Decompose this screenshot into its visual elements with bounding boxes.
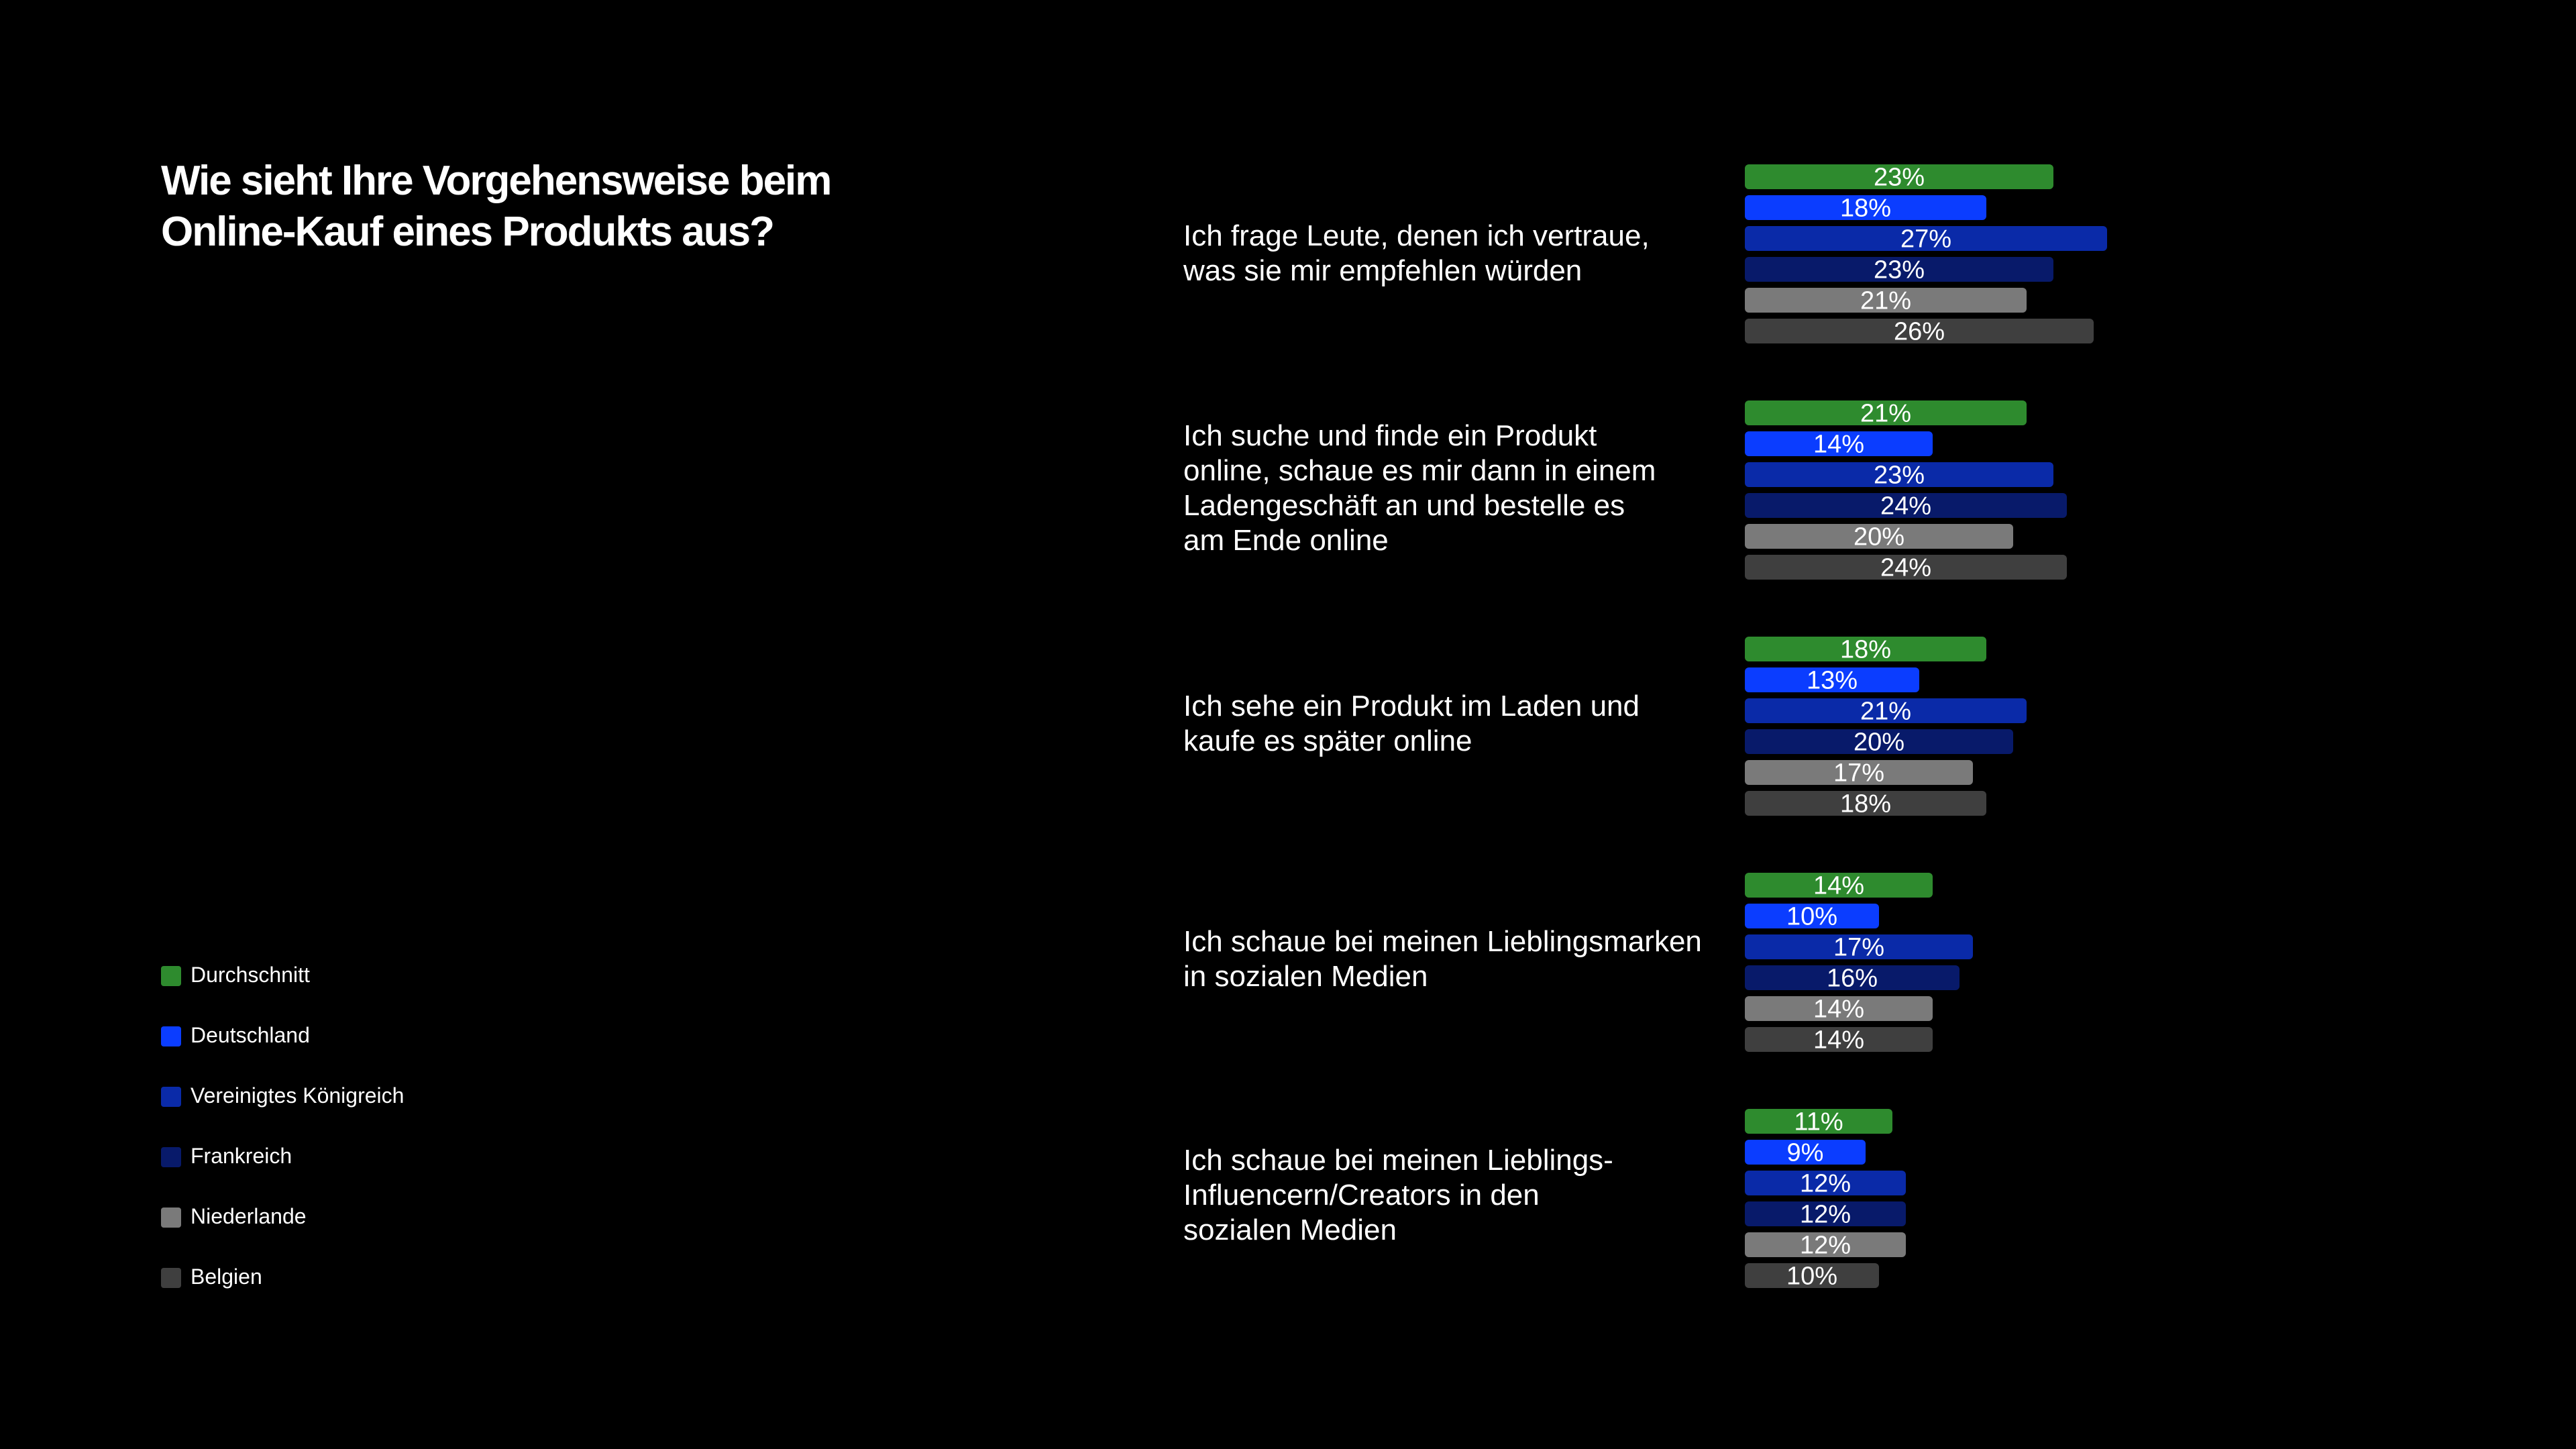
page-title-line-1: Wie sieht Ihre Vorgehensweise beim xyxy=(161,158,831,204)
bar-label-q2-belgien: 24% xyxy=(1880,553,1932,582)
bar-label-q5-deutschland: 9% xyxy=(1786,1138,1824,1167)
question-label-4-line-1: Ich schaue bei meinen Lieblingsmarken xyxy=(1183,925,1702,958)
bar-label-q3-niederlande: 17% xyxy=(1833,759,1885,788)
question-label-2-line-2: online, schaue es mir dann in einem xyxy=(1183,454,1656,487)
bar-label-q1-deutschland: 18% xyxy=(1839,194,1892,223)
question-label-5-line-1: Ich schaue bei meinen Lieblings- xyxy=(1183,1144,1613,1177)
bar-label-q4-durchschnitt: 14% xyxy=(1813,871,1865,900)
legend-label-niederlande: Niederlande xyxy=(191,1204,307,1228)
question-label-3-line-1: Ich sehe ein Produkt im Laden und xyxy=(1183,690,1640,722)
bar-label-q2-frankreich: 24% xyxy=(1880,492,1932,521)
legend-swatch-durchschnitt xyxy=(161,966,181,986)
bar-label-q2-deutschland: 14% xyxy=(1813,430,1865,459)
legend-label-vereinigtes-koenigreich: Vereinigtes Königreich xyxy=(191,1083,405,1108)
legend-swatch-belgien xyxy=(161,1268,181,1288)
bar-label-q2-niederlande: 20% xyxy=(1853,523,1905,551)
legend-swatch-niederlande xyxy=(161,1208,181,1228)
bar-label-q1-frankreich: 23% xyxy=(1873,256,1925,284)
legend-label-belgien: Belgien xyxy=(191,1265,262,1289)
bar-label-q4-belgien: 14% xyxy=(1813,1026,1865,1055)
bar-label-q4-vereinigtes-konigreich: 17% xyxy=(1833,933,1885,962)
bar-label-q4-niederlande: 14% xyxy=(1813,995,1865,1024)
page-title-line-2: Online-Kauf eines Produkts aus? xyxy=(161,209,773,255)
legend-label-durchschnitt: Durchschnitt xyxy=(191,963,310,987)
bar-label-q2-durchschnitt: 21% xyxy=(1860,399,1912,428)
question-label-1-line-1: Ich frage Leute, denen ich vertraue, xyxy=(1183,219,1650,252)
bar-label-q4-frankreich: 16% xyxy=(1826,964,1878,993)
legend-swatch-deutschland xyxy=(161,1026,181,1046)
legend-swatch-vereinigtes-koenigreich xyxy=(161,1087,181,1107)
bar-label-q1-vereinigtes-konigreich: 27% xyxy=(1900,225,1952,254)
bar-label-q5-vereinigtes-konigreich: 12% xyxy=(1799,1169,1851,1198)
bar-label-q3-deutschland: 13% xyxy=(1806,666,1858,695)
bar-label-q1-belgien: 26% xyxy=(1893,317,1945,346)
bar-label-q4-deutschland: 10% xyxy=(1786,902,1838,931)
question-label-4-line-2: in sozialen Medien xyxy=(1183,960,1428,993)
bar-label-q3-frankreich: 20% xyxy=(1853,728,1905,757)
question-label-2-line-1: Ich suche und finde ein Produkt xyxy=(1183,419,1597,452)
legend-label-frankreich: Frankreich xyxy=(191,1144,292,1168)
legend-swatch-frankreich xyxy=(161,1147,181,1167)
question-label-2-line-3: Ladengeschäft an und bestelle es xyxy=(1183,489,1625,522)
bar-label-q5-frankreich: 12% xyxy=(1799,1200,1851,1229)
bar-label-q1-durchschnitt: 23% xyxy=(1873,163,1925,192)
question-label-1-line-2: was sie mir empfehlen würden xyxy=(1183,254,1582,287)
question-label-2-line-4: am Ende online xyxy=(1183,524,1389,557)
bar-label-q3-belgien: 18% xyxy=(1839,790,1892,818)
legend-label-deutschland: Deutschland xyxy=(191,1023,310,1047)
bar-label-q3-vereinigtes-konigreich: 21% xyxy=(1860,697,1912,726)
question-label-3-line-2: kaufe es später online xyxy=(1183,724,1472,757)
bar-label-q5-niederlande: 12% xyxy=(1799,1231,1851,1260)
bar-label-q5-belgien: 10% xyxy=(1786,1262,1838,1291)
question-label-5-line-2: Influencern/Creators in den xyxy=(1183,1179,1540,1212)
bar-label-q1-niederlande: 21% xyxy=(1860,286,1912,315)
bar-label-q2-vereinigtes-konigreich: 23% xyxy=(1873,461,1925,490)
bar-label-q5-durchschnitt: 11% xyxy=(1794,1108,1843,1136)
bar-label-q3-durchschnitt: 18% xyxy=(1839,635,1892,664)
question-label-5-line-3: sozialen Medien xyxy=(1183,1214,1397,1246)
